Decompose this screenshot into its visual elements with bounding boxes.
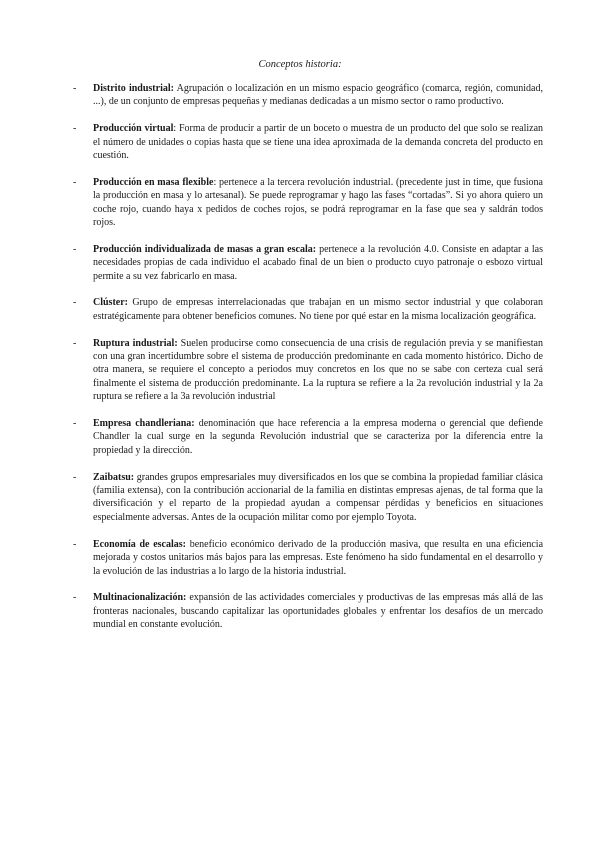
concept-item-zaibatsu (73, 471, 543, 525)
list-bullet: - (73, 337, 77, 349)
concept-definition: : Forma de producir a partir de un boceto o muestra de un producto del que solo se realizan el número de unidades o copias hasta que se tiene una idea aproximada de la demanda concreta del producto en cuestión. (93, 123, 544, 162)
concept-definition: pertenece a la revolución 4.0. Consiste en adaptar a las necesidades propias de cada individuo el acabado final de un bien o producto cuyo patronaje o esbozo virtual permite a su vez fabricarlo en masa. (93, 243, 544, 282)
concept-term: Clúster: (93, 297, 128, 309)
list-bullet: - (73, 538, 77, 550)
concept-term: Producción en masa flexible (93, 176, 214, 188)
concept-term: Distrito industrial: (93, 83, 174, 94)
concept-item-ruptura-industrial (73, 337, 543, 404)
document-title: Conceptos historia: (258, 59, 342, 70)
concept-list (73, 82, 543, 645)
list-bullet: - (73, 297, 77, 309)
list-bullet: - (73, 176, 77, 188)
list-bullet: - (73, 83, 77, 94)
concept-definition: Agrupación o localización en un mismo espacio geográfico (comarca, región, comunidad, ...), de un conjunto de empresas pequeñas y medianas dedicadas a un mismo sector o ramo productivo. (93, 83, 543, 108)
concept-definition: : pertenece a la tercera revolución industrial. (precedente just in time, que fusiona la producción en masa y lo artesanal). Se puede reprogramar y hago las fases “cortadas”. Si yo ahora quiero un coche rojo, cuando haya x pedidos de coches rojos, se podrá reprogramar en la fase que sea y saldrán todos rojos. (93, 176, 543, 229)
concept-item-produccion-virtual (73, 122, 543, 162)
concept-term: Empresa chandleriana: (93, 418, 195, 430)
concept-term: Economía de escalas: (93, 538, 186, 550)
concept-definition: expansión de las actividades comerciales y productivas de las empresas más allá de las fronteras nacionales, buscando capitalizar las oportunidades globales y enfrentar los desafíos de un mercado mundial en constante evolución. (93, 592, 543, 631)
list-bullet: - (73, 471, 77, 483)
list-bullet: - (73, 243, 77, 255)
list-bullet: - (73, 123, 77, 135)
concept-term: Producción virtual (93, 123, 174, 135)
concept-definition: denominación que hace referencia a la empresa moderna o gerencial que defiende Chandler la cual surge en la segunda Revolución industrial que se caracteriza por la diferencia entre la propiedad y la dirección. (93, 418, 543, 456)
concept-term: Ruptura industrial: (93, 337, 178, 349)
concept-item-produccion-masa-flexible (73, 176, 543, 230)
concept-item-distrito-industrial (73, 82, 543, 109)
concept-definition: Suelen producirse como consecuencia de una crisis de regulación previa y se manifiestan con una gran incertidumbre sobre el sistema de producción predominante en cada momento histórico. Dicho de otra manera, se requiere el concepto a periodos muy concretos en los que no se sabe con certeza cual será finalmente el sistema de producción predominante. La la ruptura se refiere a la 2a revolución industrial y la 2a ruptura se refiere a la 3a revolución industrial (93, 337, 543, 403)
concept-definition: beneficio económico derivado de la producción masiva, que resulta en una eficiencia mejorada y costos unitarios más bajos para las empresas. Este fenómeno ha sido fundamental en el desarrollo y la evolución de las industrias a lo largo de la historia industrial. (93, 538, 544, 577)
concept-item-empresa-chandleriana (73, 417, 543, 457)
concept-term: Multinacionalización: (93, 592, 187, 604)
list-bullet: - (73, 592, 77, 604)
concept-item-economia-escalas (73, 538, 543, 578)
list-bullet: - (73, 418, 77, 430)
concept-term: Zaibatsu: (93, 471, 135, 483)
concept-definition: grandes grupos empresariales muy diversificados en los que se combina la propiedad familiar clásica (familia extensa), con la contribución accionarial de la familia en distintas empresas ajenas, de tal forma que la diversificación y el reparto de la propiedad ayudan a compensar pérdidas y beneficios en situaciones especialmente adversas. Antes de la ocupación militar como por ejemplo Toyota. (93, 471, 543, 523)
concept-item-cluster (73, 296, 543, 323)
concept-term: Producción individualizada de masas a gran escala: (93, 243, 317, 255)
concept-definition: Grupo de empresas interrelacionadas que trabajan en un mismo sector industrial y que colaboran estratégicamente para obtener beneficios comunes. No tiene por qué estar en la misma localización geográfica. (93, 297, 543, 322)
concept-item-multinacionalizacion (73, 591, 543, 631)
concept-item-produccion-individualizada (73, 243, 543, 283)
